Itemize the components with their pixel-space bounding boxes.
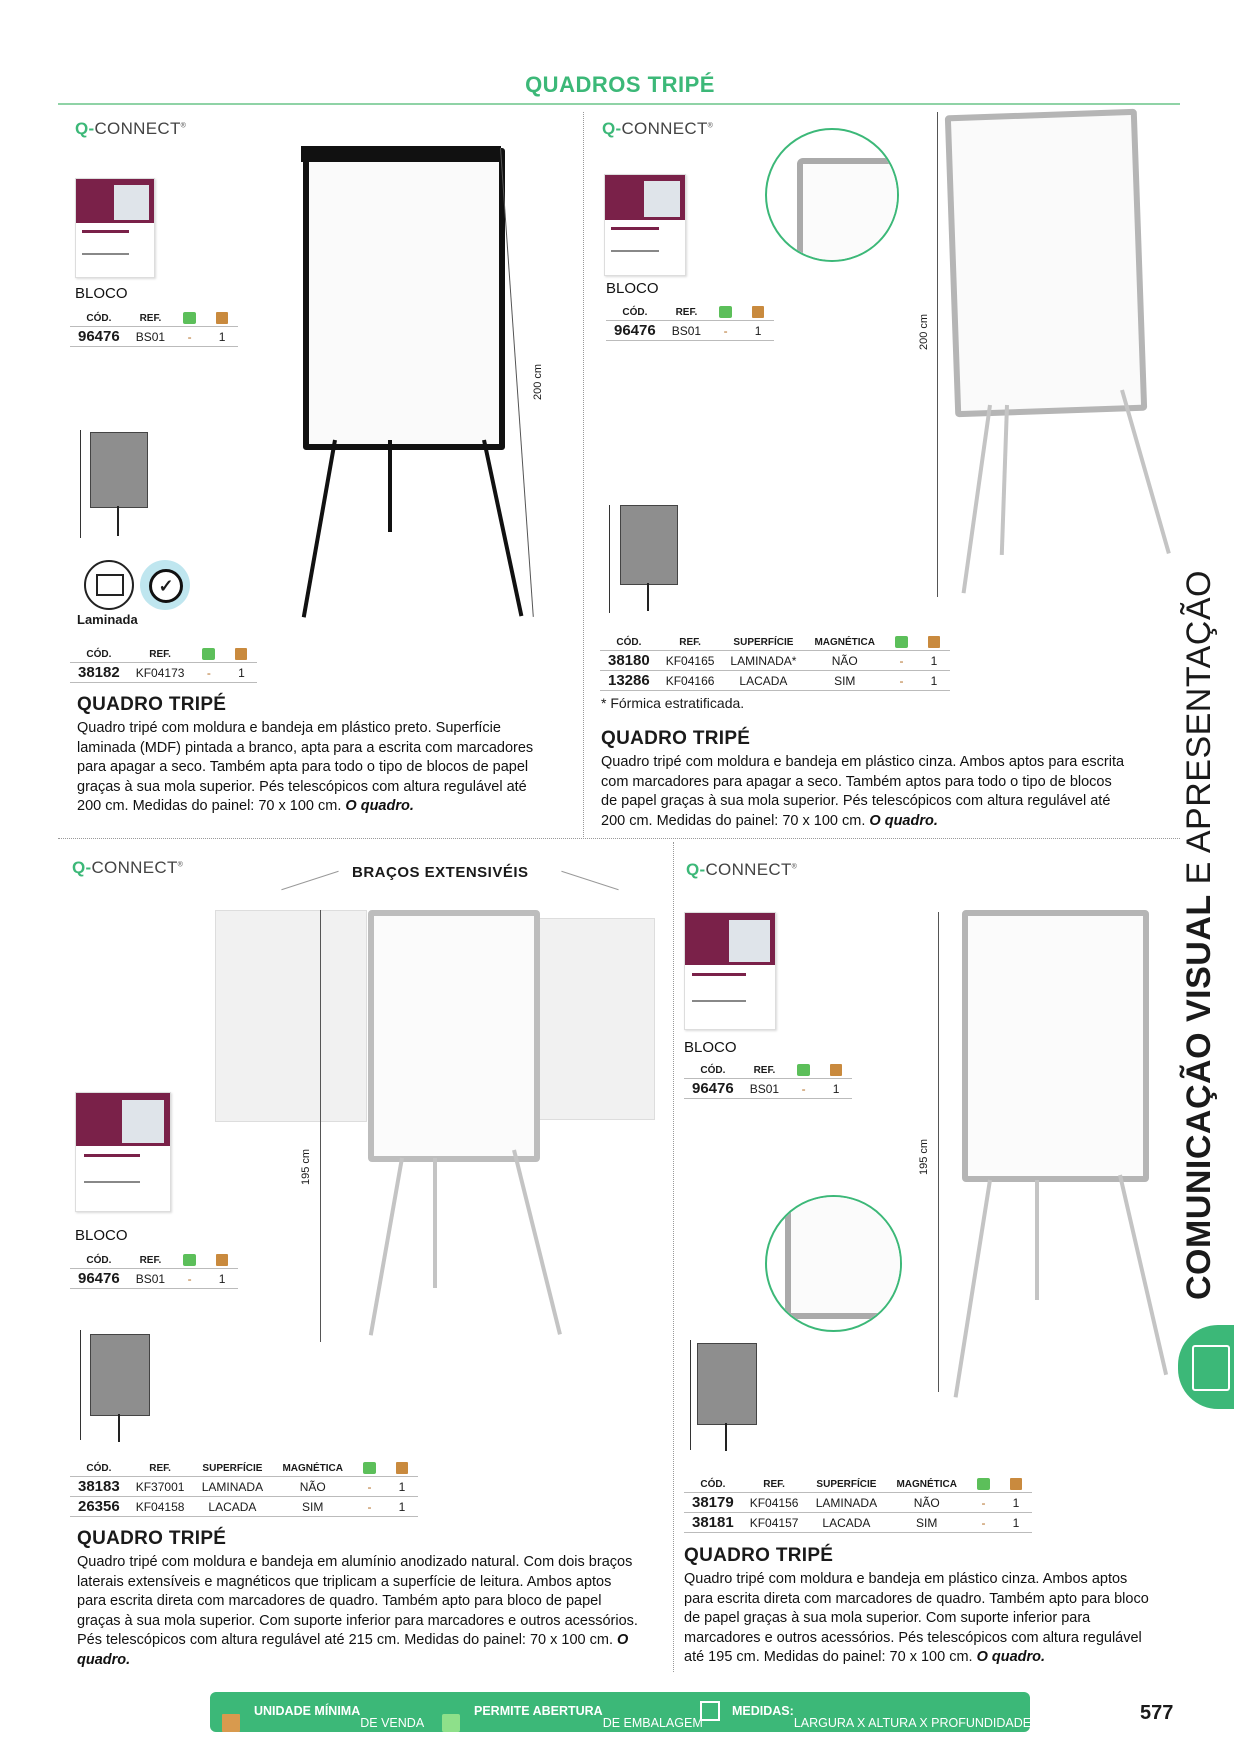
product-title: QUADRO TRIPÉ bbox=[77, 1528, 227, 1549]
open-package-icon bbox=[977, 1478, 990, 1490]
bloco-thumbnail bbox=[684, 912, 776, 1030]
bloco-label: BLOCO bbox=[75, 285, 128, 302]
table-row: 96476 BS01 - 1 bbox=[70, 1269, 238, 1289]
bloco-label: BLOCO bbox=[684, 1039, 737, 1056]
column-divider-top bbox=[583, 112, 584, 837]
page-title: QUADROS TRIPÉ bbox=[525, 72, 715, 97]
product-spec-table: CÓD. REF. SUPERFÍCIE MAGNÉTICA 38180 KF04165 LAMINADA* NÃO - 1 13286 KF04166 LACADA SIM - 1 bbox=[600, 636, 950, 691]
product-title: QUADRO TRIPÉ bbox=[601, 728, 751, 749]
dimensions-icon bbox=[700, 1701, 720, 1721]
bloco-spec-table: CÓD. REF. 96476 BS01 - 1 bbox=[70, 312, 238, 347]
check-badge-icon: ✓ bbox=[140, 560, 190, 610]
laminada-label: Laminada bbox=[77, 612, 138, 627]
product-description: Quadro tripé com moldura e bandeja em plástico cinza. Ambos aptos para escrita direta com marcadores de quadro. Também apto para bloco de papel graças à sua mola superior. Com suporte inferior para marcadores e outros acessórios. Pés telescópicos com altura regulável até 195 cm. Medidas do painel: 70 x 100 cm. O quadro. bbox=[684, 1571, 1149, 1665]
table-row: 38180 KF04165 LAMINADA* NÃO - 1 bbox=[600, 651, 950, 671]
bloco-label: BLOCO bbox=[606, 280, 659, 297]
bloco-spec-table: CÓD. REF. 96476 BS01 - 1 bbox=[70, 1254, 238, 1289]
table-row: 38182 KF04173 - 1 bbox=[70, 663, 257, 683]
board-dimension-icon bbox=[620, 505, 678, 585]
table-row: 38181 KF04157 LACADA SIM - 1 bbox=[684, 1513, 1032, 1533]
height-label: 195 cm bbox=[918, 1138, 930, 1175]
height-arrow-icon bbox=[609, 505, 610, 613]
open-package-icon bbox=[183, 312, 196, 324]
product-spec-table: CÓD. REF. 38182 KF04173 - 1 bbox=[70, 648, 257, 683]
board-dimension-icon bbox=[90, 1334, 150, 1416]
table-row: 96476 BS01 - 1 bbox=[70, 327, 238, 347]
legend-unit: UNIDADE MÍNIMA DE VENDA bbox=[254, 1704, 425, 1730]
open-package-icon bbox=[797, 1064, 810, 1076]
board-dimension-icon bbox=[90, 432, 148, 508]
box-icon bbox=[1010, 1478, 1022, 1490]
arms-label: BRAÇOS EXTENSIVÉIS bbox=[352, 864, 529, 881]
tripod-board-grey-image bbox=[945, 109, 1147, 418]
box-icon bbox=[396, 1462, 408, 1474]
product-title: QUADRO TRIPÉ bbox=[77, 694, 227, 715]
open-package-icon bbox=[183, 1254, 196, 1266]
bloco-label: BLOCO bbox=[75, 1227, 128, 1244]
right-extension-arm bbox=[525, 918, 655, 1120]
section-tab-icon bbox=[1178, 1325, 1234, 1409]
legend-bar bbox=[210, 1692, 1030, 1732]
height-indicator-line bbox=[937, 112, 938, 597]
box-icon bbox=[216, 1254, 228, 1266]
height-arrow-icon bbox=[80, 1330, 81, 1440]
box-icon bbox=[928, 636, 940, 648]
bloco-spec-table: CÓD. REF. 96476 BS01 - 1 bbox=[684, 1064, 852, 1099]
brand-logo: Q-CONNECT® bbox=[75, 119, 187, 138]
tripod-board-black-image bbox=[303, 148, 505, 450]
open-package-icon bbox=[719, 306, 732, 318]
brand-logo: Q-CONNECT® bbox=[602, 119, 714, 138]
header-rule bbox=[58, 103, 1180, 105]
bloco-thumbnail bbox=[75, 178, 155, 278]
page-number: 577 bbox=[1140, 1702, 1174, 1724]
height-label: 195 cm bbox=[300, 1148, 312, 1185]
laminated-surface-icon bbox=[84, 560, 134, 610]
height-arrow-icon bbox=[80, 430, 81, 538]
box-icon bbox=[216, 312, 228, 324]
legend-open: PERMITE ABERTURA DE EMBALAGEM bbox=[474, 1704, 703, 1730]
footnote: * Fórmica estratificada. bbox=[601, 695, 745, 711]
product-spec-table: CÓD. REF. SUPERFÍCIE MAGNÉTICA 38179 KF04156 LAMINADA NÃO - 1 38181 KF04157 LACADA SIM - 1 bbox=[684, 1478, 1032, 1533]
tripod-board-grey-image bbox=[962, 910, 1149, 1182]
table-row: 96476 BS01 - 1 bbox=[684, 1079, 852, 1099]
height-indicator-line bbox=[938, 912, 939, 1392]
frame-detail-circle bbox=[765, 128, 899, 262]
table-row: 26356 KF04158 LACADA SIM - 1 bbox=[70, 1497, 418, 1517]
bloco-thumbnail bbox=[75, 1092, 171, 1212]
product-description: Quadro tripé com moldura e bandeja em plástico preto. Superfície laminada (MDF) pintada a branco, apta para a escrita com marcadores para apagar a seco. Também apta para todo o tipo de blocos de papel graças à sua mola superior. Pés telescópicos com altura regulável até 200 cm. Medidas do painel: 70 x 100 cm. O quadro. bbox=[77, 720, 534, 814]
product-spec-table: CÓD. REF. SUPERFÍCIE MAGNÉTICA 38183 KF37001 LAMINADA NÃO - 1 26356 KF04158 LACADA SIM - 1 bbox=[70, 1462, 418, 1517]
column-divider-bottom bbox=[673, 842, 674, 1672]
brand-logo: Q-CONNECT® bbox=[72, 858, 184, 877]
legend-dims: MEDIDAS: LARGURA X ALTURA X PROFUNDIDADE bbox=[732, 1704, 1032, 1730]
height-indicator-line bbox=[320, 910, 321, 1342]
box-icon bbox=[235, 648, 247, 660]
bloco-spec-table: CÓD. REF. 96476 BS01 - 1 bbox=[606, 306, 774, 341]
left-extension-arm bbox=[215, 910, 367, 1122]
row-divider bbox=[58, 838, 1180, 839]
height-arrow-icon bbox=[690, 1340, 691, 1450]
arrow-left-icon bbox=[281, 871, 338, 890]
height-label: 200 cm bbox=[918, 313, 930, 350]
section-side-title: COMUNICAÇÃO VISUAL E APRESENTAÇÃO bbox=[1180, 570, 1218, 1300]
open-package-icon bbox=[895, 636, 908, 648]
product-title: QUADRO TRIPÉ bbox=[684, 1545, 834, 1566]
table-row: 38179 KF04156 LAMINADA NÃO - 1 bbox=[684, 1493, 1032, 1513]
open-package-icon bbox=[202, 648, 215, 660]
arrow-right-icon bbox=[561, 871, 618, 890]
box-icon bbox=[752, 306, 764, 318]
product-description: Quadro tripé com moldura e bandeja em alumínio anodizado natural. Com dois braços laterais extensíveis e magnéticos que triplicam a superfície de leitura. Ambos aptos para escrita direta com marcadores de quadro. Também apto para bloco de papel graças à sua mola superior. Com suporte inferior para marcadores e outros acessórios. Pés telescópicos com altura regulável até 215 cm. Medidas do painel: 70 x 100 cm. O quadro. bbox=[77, 1554, 638, 1668]
bloco-thumbnail bbox=[604, 174, 686, 276]
open-package-icon bbox=[363, 1462, 376, 1474]
frame-detail-circle bbox=[765, 1195, 902, 1332]
product-description: Quadro tripé com moldura e bandeja em plástico cinza. Ambos aptos para escrita com marcadores para apagar a seco. Também aptos para todo o tipo de blocos de papel graças à sua mola superior. Pés telescópicos com altura regulável até 200 cm. Medidas do painel: 70 x 100 cm. O quadro. bbox=[601, 754, 1125, 829]
box-icon bbox=[830, 1064, 842, 1076]
board-dimension-icon bbox=[697, 1343, 757, 1425]
brand-logo: Q-CONNECT® bbox=[686, 860, 798, 879]
table-row: 13286 KF04166 LACADA SIM - 1 bbox=[600, 671, 950, 691]
tripod-board-aluminium-image bbox=[368, 910, 540, 1162]
table-row: 38183 KF37001 LAMINADA NÃO - 1 bbox=[70, 1477, 418, 1497]
height-label: 200 cm bbox=[532, 363, 544, 400]
table-row: 96476 BS01 - 1 bbox=[606, 321, 774, 341]
